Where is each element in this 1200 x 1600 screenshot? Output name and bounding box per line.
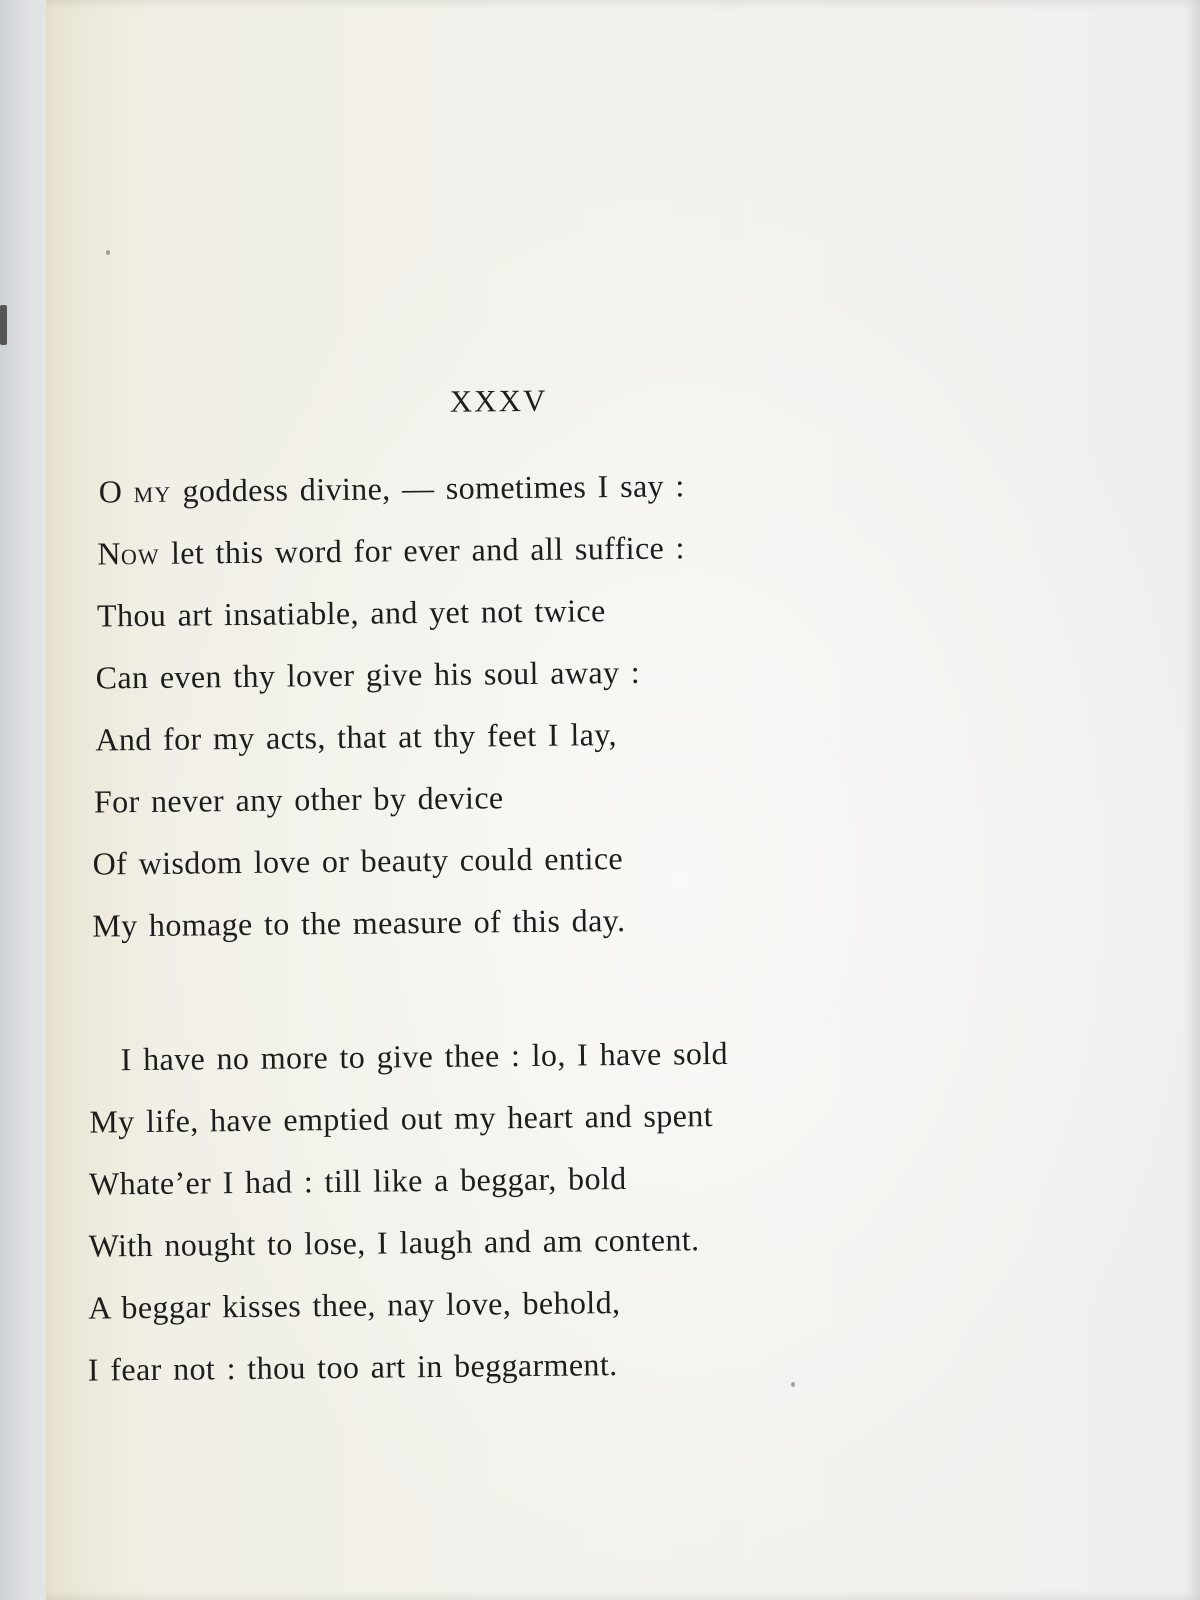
stanza-1-line-7: Of wisdom love or beauty could entice xyxy=(92,840,624,882)
stanza-1-line-5: And for my acts, that at thy feet I lay, xyxy=(95,716,618,758)
book-page xyxy=(46,0,1200,1600)
stanza-2-line-2: My life, have emptied out my heart and spent xyxy=(89,1097,714,1140)
stanza-1-line-2 xyxy=(97,529,685,572)
line-text: goddess divine, — sometimes I say : xyxy=(170,467,685,509)
opening-letter: O xyxy=(98,473,123,510)
stanza-2-line-3: Whate’er I had : till like a beggar, bold xyxy=(88,1159,627,1202)
binding-edge-mark xyxy=(0,305,7,345)
stanza-2-line-1: I have no more to give thee : lo, I have sold xyxy=(120,1034,729,1078)
opening-smallcaps: MY xyxy=(133,481,172,508)
poem-number: XXXV xyxy=(449,382,548,419)
stanza-2-line-6: I fear not : thou too art in beggarment. xyxy=(87,1346,618,1388)
stanza-1-line-1 xyxy=(99,467,685,510)
stanza-2-line-4: With nought to lose, I laugh and am content. xyxy=(88,1221,700,1264)
line-text: let this word for ever and all suffice : xyxy=(159,529,686,571)
stanza-1-line-3: Thou art insatiable, and yet not twice xyxy=(96,592,606,634)
line-smallcaps: OW xyxy=(120,543,160,570)
stanza-1-line-8: My homage to the measure of this day. xyxy=(92,901,626,944)
stanza-2-line-5: A beggar kisses thee, nay love, behold, xyxy=(88,1284,621,1326)
stanza-1-line-6: For never any other by device xyxy=(93,779,504,820)
poem xyxy=(38,0,1200,1600)
stanza-1-line-4: Can even thy lover give his soul away : xyxy=(95,653,641,696)
line-lead-letter: N xyxy=(97,535,122,572)
